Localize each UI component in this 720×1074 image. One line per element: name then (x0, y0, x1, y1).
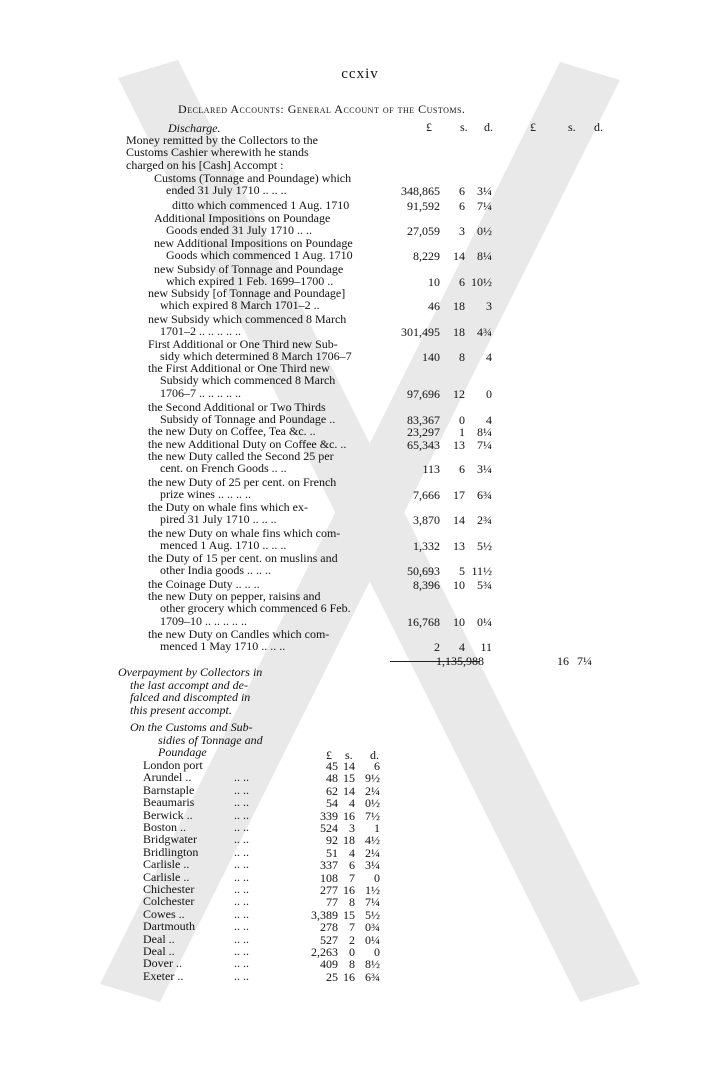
col-pence-1: d. (484, 120, 493, 134)
entry-line: the new Duty on Candles which com- (148, 627, 330, 641)
port-shillings: 15 (343, 771, 355, 786)
port-dots: .. .. (234, 906, 249, 921)
total-pence: 7¼ (577, 654, 592, 668)
entry-pounds: 91,592 (407, 199, 440, 213)
port-dots: .. .. (234, 919, 249, 934)
entry-line: the First Additional or One Third new (148, 361, 330, 375)
entry-pounds: 7,666 (413, 488, 440, 503)
entry-pence: 7¼ (477, 199, 492, 213)
entry-pounds: 8,229 (413, 249, 440, 264)
entry-line: the new Duty on whale fins which com- (148, 526, 341, 540)
subheading-line: Poundage (158, 745, 207, 759)
col-pence-2: d. (594, 120, 603, 134)
entry-shillings: 6 (459, 184, 465, 199)
entry-pence: 0¼ (477, 614, 492, 629)
port-pence: 2¼ (365, 845, 380, 860)
entry-pence: 6¾ (477, 488, 492, 503)
port-pence: 7¼ (365, 895, 380, 910)
port-pounds: 62 (326, 783, 338, 798)
entry-shillings: 18 (453, 325, 465, 340)
entry-line: 1709–10 .. .. .. .. .. (160, 613, 247, 628)
port-name: Carlisle .. (143, 857, 190, 872)
port-shillings: 8 (349, 895, 355, 910)
entry-line: new Subsidy which commenced 8 March (148, 312, 347, 326)
port-pounds: 25 (326, 969, 338, 984)
entry-pence: 11 (480, 640, 492, 655)
subheading-line: sidies of Tonnage and (158, 732, 263, 747)
entry-pounds: 65,343 (407, 438, 440, 452)
port-dots: .. .. (234, 844, 249, 859)
port-pence: 2¼ (365, 783, 380, 798)
entry-line: cent. on French Goods .. .. (160, 461, 287, 476)
port-dots: .. .. (234, 869, 249, 884)
port-pounds: 3,389 (311, 907, 338, 922)
port-pence: 1½ (365, 883, 380, 897)
port-col-pence: d. (370, 748, 379, 762)
port-pence: 3¼ (365, 858, 380, 873)
entry-pence: 8¼ (477, 425, 492, 439)
entry-shillings: 14 (453, 513, 465, 528)
entry-line: the new Additional Duty on Coffee &c. .. (148, 437, 347, 451)
entry-line: menced 1 Aug. 1710 .. .. .. (160, 538, 287, 553)
entry-pounds: 301,495 (401, 325, 440, 340)
entry-pounds: 10 (428, 275, 440, 290)
entry-pence: 3¼ (477, 462, 492, 477)
port-shillings: 14 (343, 759, 355, 773)
entry-shillings: 1 (459, 425, 465, 439)
entry-line: the new Duty on Coffee, Tea &c. .. (148, 424, 316, 438)
port-pounds: 524 (320, 821, 338, 835)
entry-line: which expired 1 Feb. 1699–1700 .. (166, 274, 334, 289)
entry-pounds: 1,332 (413, 539, 440, 554)
entry-line: First Additional or One Third new Sub- (148, 337, 338, 351)
entry-pounds: 27,059 (407, 224, 440, 239)
entry-pence: 0 (486, 386, 492, 401)
port-pence: 8½ (365, 957, 380, 972)
page-number: ccxiv (341, 66, 379, 82)
page-heading: Declared Accounts: General Account of the Customs. (178, 102, 466, 116)
port-dots: .. .. (234, 956, 249, 971)
entry-line: Subsidy of Tonnage and Poundage .. (160, 412, 336, 427)
entry-line: the new Duty on pepper, raisins and (148, 589, 321, 603)
entry-line: 1706–7 .. .. .. .. .. (160, 385, 241, 400)
port-name: Cowes .. (143, 906, 185, 921)
entry-pence: 3¼ (477, 184, 492, 199)
discharge-label: Discharge. (168, 121, 221, 135)
entry-pence: 3 (486, 299, 492, 314)
port-pence: 9½ (365, 771, 380, 786)
port-pence: 7½ (365, 808, 380, 823)
port-name: Boston .. (143, 820, 187, 834)
port-name: Beaumaris (143, 795, 195, 810)
port-pounds: 54 (326, 796, 338, 811)
entry-line: the Second Additional or Two Thirds (148, 400, 326, 414)
entry-line: 1701–2 .. .. .. .. .. (160, 324, 241, 339)
entry-shillings: 6 (459, 199, 465, 213)
port-dots: .. .. (234, 894, 249, 909)
port-dots: .. .. (234, 770, 249, 785)
port-dots: .. .. (234, 944, 249, 958)
port-dots: .. .. (234, 968, 249, 983)
entry-pence: 4¾ (477, 325, 492, 340)
port-name: London port (143, 758, 203, 772)
entry-pounds: 3,870 (413, 513, 440, 528)
total-pounds: 1,135,988 (436, 654, 484, 668)
entry-pounds: 23,297 (407, 425, 440, 439)
entry-shillings: 5 (459, 564, 465, 579)
port-pence: 0 (374, 870, 380, 885)
entry-shillings: 13 (453, 539, 465, 554)
entry-line: which expired 8 March 1701–2 .. (160, 298, 320, 313)
overpayment-line: this present accompt. (130, 702, 232, 717)
port-shillings: 6 (349, 858, 355, 873)
entry-line: the Coinage Duty .. .. .. (148, 577, 260, 591)
entry-line: Goods which commenced 1 Aug. 1710 (166, 248, 353, 263)
port-pounds: 77 (326, 895, 338, 910)
port-shillings: 18 (343, 833, 355, 848)
port-shillings: 8 (349, 957, 355, 972)
port-shillings: 4 (349, 845, 355, 860)
entry-pence: 7¼ (477, 438, 492, 452)
entry-shillings: 0 (459, 413, 465, 428)
entry-shillings: 17 (453, 488, 465, 503)
entry-line: other India goods .. .. .. (160, 563, 271, 578)
entry-line: menced 1 May 1710 .. .. .. (160, 639, 286, 654)
port-dots: .. .. (234, 832, 249, 847)
port-pence: 0¾ (365, 920, 380, 935)
entry-shillings: 10 (453, 614, 465, 629)
port-shillings: 4 (349, 796, 355, 811)
port-pence: 5½ (365, 907, 380, 922)
entry-pounds: 16,768 (407, 614, 440, 629)
entry-pence: 4 (486, 350, 492, 365)
entry-pence: 11½ (471, 564, 492, 579)
port-dots: .. .. (234, 857, 249, 872)
port-name: Barnstaple (143, 782, 195, 797)
entry-line: the new Duty of 25 per cent. on French (148, 475, 337, 489)
port-pounds: 337 (320, 858, 338, 873)
port-pence: 1 (374, 821, 380, 835)
entry-line: new Subsidy [of Tonnage and Poundage] (148, 286, 346, 300)
entry-line: the Duty on whale fins which ex- (148, 500, 308, 514)
port-shillings: 0 (349, 945, 355, 959)
port-shillings: 16 (343, 808, 355, 823)
port-dots: .. .. (234, 782, 249, 797)
col-shillings-1: s. (460, 120, 468, 134)
intro-line: Customs Cashier wherewith he stands (126, 145, 309, 160)
col-shillings-2: s. (568, 120, 576, 134)
port-shillings: 15 (343, 907, 355, 922)
port-col-pounds: £ (326, 748, 332, 762)
entry-line: sidy which determined 8 March 1706–7 (160, 349, 352, 364)
entry-shillings: 18 (453, 299, 465, 314)
port-name: Carlisle .. (143, 869, 190, 884)
port-shillings: 14 (343, 783, 355, 798)
entry-line: ended 31 July 1710 .. .. .. (166, 183, 287, 198)
entry-pence: 4 (486, 413, 492, 428)
entry-pence: 10½ (471, 275, 492, 290)
port-shillings: 2 (349, 932, 355, 947)
entry-pence: 5½ (477, 539, 492, 554)
port-name: Bridgwater (143, 832, 197, 847)
port-shillings: 16 (343, 969, 355, 984)
entry-line: Additional Impositions on Poundage (154, 211, 331, 225)
entry-line: Customs (Tonnage and Poundage) which (154, 171, 352, 185)
port-pence: 0 (374, 945, 380, 959)
entry-pounds: 140 (422, 350, 440, 365)
port-pounds: 108 (320, 870, 338, 885)
port-name: Berwick .. (143, 807, 193, 822)
entry-shillings: 4 (459, 640, 465, 655)
entry-line: Goods ended 31 July 1710 .. .. (166, 223, 312, 238)
entry-shillings: 3 (459, 224, 465, 239)
port-pence: 0¼ (365, 932, 380, 947)
overpayment-line: Overpayment by Collectors in (118, 665, 263, 679)
entry-line: new Additional Impositions on Poundage (154, 236, 353, 250)
port-name: Bridlington (143, 844, 199, 859)
intro-line: charged on his [Cash] Accompt : (126, 157, 284, 172)
port-shillings: 3 (349, 821, 355, 835)
port-pounds: 277 (320, 883, 338, 897)
port-name: Colchester (143, 894, 195, 909)
col-pounds-1: £ (426, 120, 432, 134)
overpayment-line: the last accompt and de- (130, 677, 248, 692)
entry-line: Subsidy which commenced 8 March (160, 373, 336, 388)
entry-line: new Subsidy of Tonnage and Poundage (154, 262, 344, 276)
entry-shillings: 12 (453, 386, 465, 401)
port-pounds: 527 (320, 932, 338, 947)
entry-pounds: 113 (422, 462, 440, 477)
port-pounds: 51 (326, 845, 338, 860)
entry-shillings: 6 (459, 275, 465, 290)
entry-line: ditto which commenced 1 Aug. 1710 (172, 198, 350, 212)
entry-shillings: 14 (453, 249, 465, 264)
port-dots: .. .. (234, 795, 249, 810)
entry-line: the Duty of 15 per cent. on muslins and (148, 551, 338, 565)
entry-pounds: 348,865 (401, 184, 440, 199)
port-name: Deal .. (143, 931, 175, 946)
port-pounds: 339 (320, 808, 338, 823)
port-pence: 6¾ (365, 969, 380, 984)
entry-pence: 0½ (477, 224, 492, 239)
entry-pounds: 46 (428, 299, 440, 314)
col-pounds-2: £ (530, 120, 536, 134)
port-shillings: 16 (343, 883, 355, 897)
port-pounds: 278 (320, 920, 338, 935)
port-name: Dover .. (143, 956, 182, 971)
entry-pounds: 8,396 (413, 578, 440, 592)
port-dots: .. .. (234, 807, 249, 822)
port-pence: 4½ (365, 833, 380, 848)
port-col-shillings: s. (345, 748, 353, 762)
entry-pounds: 50,693 (407, 564, 440, 579)
port-pounds: 45 (326, 759, 338, 773)
subheading-line: On the Customs and Sub- (130, 720, 253, 734)
overpayment-line: falced and discompted in (130, 690, 251, 704)
intro-line: Money remitted by the Collectors to the (126, 133, 318, 147)
port-dots: .. .. (234, 931, 249, 946)
port-name: Exeter .. (143, 968, 184, 983)
entry-line: other grocery which commenced 6 Feb. (160, 601, 351, 616)
port-pounds: 92 (326, 833, 338, 848)
entry-shillings: 8 (459, 350, 465, 365)
entry-pounds: 2 (434, 640, 440, 655)
port-dots: .. .. (234, 820, 249, 834)
port-pounds: 409 (320, 957, 338, 972)
port-shillings: 7 (349, 920, 355, 935)
total-shillings: 16 (557, 654, 569, 668)
entry-pounds: 83,367 (407, 413, 440, 428)
entry-pence: 2¾ (477, 513, 492, 528)
entry-pence: 8¼ (477, 249, 492, 264)
entry-line: pired 31 July 1710 .. .. .. (160, 512, 277, 527)
port-shillings: 7 (349, 870, 355, 885)
port-name: Chichester (143, 882, 195, 896)
entry-line: the new Duty called the Second 25 per (148, 449, 334, 463)
port-pence: 0½ (365, 796, 380, 811)
entry-line: prize wines .. .. .. .. (160, 487, 251, 502)
port-name: Arundel .. (143, 770, 192, 785)
entry-shillings: 13 (453, 438, 465, 452)
entry-pence: 5¾ (477, 578, 492, 592)
port-dots: .. .. (234, 882, 249, 896)
port-name: Dartmouth (143, 919, 195, 934)
entry-pounds: 97,696 (407, 386, 440, 401)
port-pounds: 48 (326, 771, 338, 786)
port-pence: 6 (374, 759, 380, 773)
entry-shillings: 10 (453, 578, 465, 592)
port-name: Deal .. (143, 944, 175, 958)
port-pounds: 2,263 (311, 945, 338, 959)
entry-shillings: 6 (459, 462, 465, 477)
